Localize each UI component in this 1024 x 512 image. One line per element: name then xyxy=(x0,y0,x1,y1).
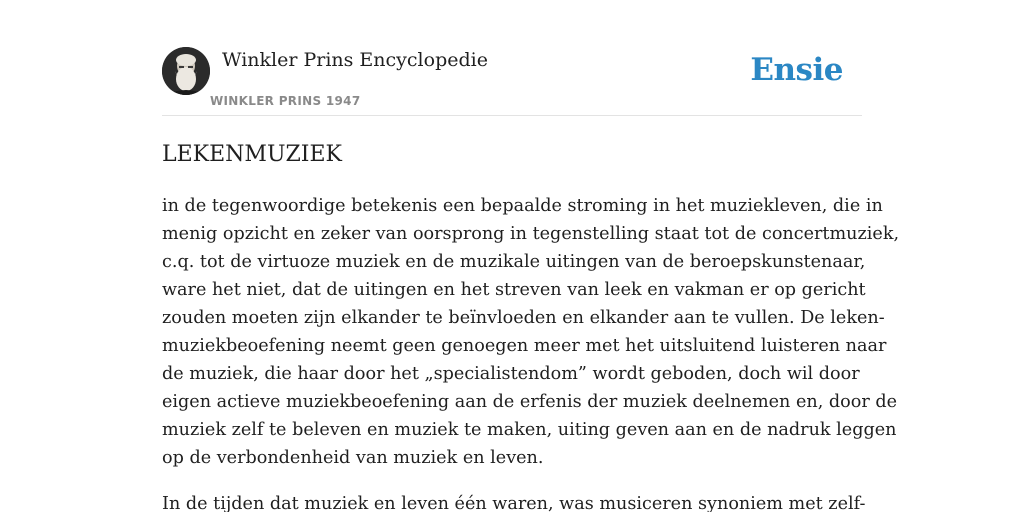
text-line: eigen actieve muziekbeoefening aan de erfenis der muziek deelnemen en, door de xyxy=(162,392,898,412)
text-line: menig opzicht en zeker van oorsprong in tegenstelling staat tot de concertmuziek, xyxy=(162,224,900,244)
text-line: in de tegenwoordige betekenis een bepaalde stroming in het muziekleven, die in xyxy=(162,196,883,216)
avatar[interactable] xyxy=(162,47,210,95)
source-title[interactable]: Winkler Prins Encyclopedie xyxy=(222,49,488,71)
article-body xyxy=(162,192,900,512)
source-subtitle: WINKLER PRINS 1947 xyxy=(210,94,361,108)
paragraph-2 xyxy=(162,490,866,512)
header-divider xyxy=(162,115,862,116)
text-line: ware het niet, dat de uitingen en het streven van leek en vakman er op gericht xyxy=(162,280,866,300)
text-line: muziek zelf te beleven en muziek te maken, uiting geven aan en de nadruk leggen xyxy=(162,420,897,440)
paragraph-1 xyxy=(162,192,900,472)
text-line: In de tijden dat muziek en leven één waren, was musiceren synoniem met zelf- xyxy=(162,494,866,512)
source-header xyxy=(162,46,862,116)
bearded-man-portrait-icon xyxy=(162,47,210,95)
brand-logo[interactable]: Ensie xyxy=(750,52,843,88)
text-line: c.q. tot de virtuoze muziek en de muzikale uitingen van de beroepskunstenaar, xyxy=(162,252,866,272)
page xyxy=(162,0,900,512)
text-line: de muziek, die haar door het „specialistendom” wordt geboden, doch wil door xyxy=(162,364,860,384)
text-line: muziekbeoefening neemt geen genoegen meer met het uitsluitend luisteren naar xyxy=(162,336,887,356)
article-title: LEKENMUZIEK xyxy=(162,142,342,167)
text-line: op de verbondenheid van muziek en leven. xyxy=(162,448,544,468)
text-line: zouden moeten zijn elkander te beïnvloeden en elkander aan te vullen. De leken- xyxy=(162,308,885,328)
